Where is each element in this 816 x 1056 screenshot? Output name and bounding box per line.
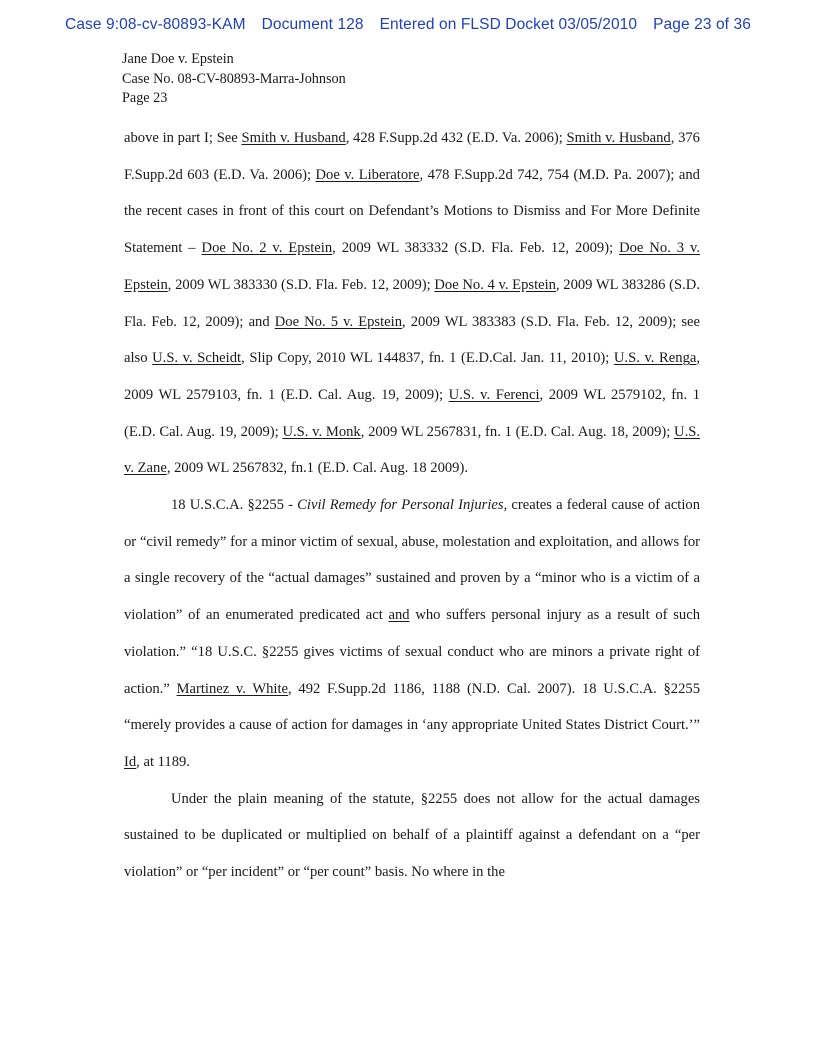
case-citation: U.S. v. Zane xyxy=(124,423,700,477)
case-citation: Smith v. Husband xyxy=(241,130,346,146)
case-citation: Doe v. Liberatore xyxy=(315,166,420,183)
document-body xyxy=(124,120,700,891)
case-citation: U.S. v. Monk xyxy=(282,423,361,440)
caption-case-number: Case No. 08-CV-80893-Marra-Johnson xyxy=(122,70,346,87)
stamp-document-number: Document 128 xyxy=(261,16,364,33)
caption-title: Jane Doe v. Epstein xyxy=(122,51,234,67)
case-citation: U.S. v. Renga xyxy=(613,350,697,367)
case-citation: Martinez v. White xyxy=(176,680,289,697)
case-citation: Id xyxy=(124,753,137,770)
stamp-page-number: Page 23 of 36 xyxy=(653,16,751,33)
caption-page: Page 23 xyxy=(122,90,168,106)
case-citation: Doe No. 5 v. Epstein xyxy=(274,313,402,330)
case-citation: Doe No. 4 v. Epstein xyxy=(434,276,556,293)
case-citation: Smith v. Husband xyxy=(566,130,671,146)
case-caption xyxy=(122,50,346,109)
case-citation: U.S. v. Ferenci xyxy=(448,386,540,403)
stamp-case-number: Case 9:08-cv-80893-KAM xyxy=(65,16,246,33)
paragraph-statute: 18 U.S.C.A. §2255 - Civil Remedy for Personal Injuries, creates a federal cause of action or “civil remedy” for a minor victim of sexual, abuse, molestation and exploitation, and allows for a single recovery of the “actual damages” sustained and proven by a “minor who is a victim of a violation” of an enumerated predicated act and who suffers personal injury as a result of such violation.” “18 U.S.C. §2255 gives victims of sexual conduct who are minors a private right of action.” Martinez v. White, 492 F.Supp.2d 1186, 1188 (N.D. Cal. 2007). 18 U.S.C.A. §2255 “merely provides a cause of action for damages in ‘any appropriate United States District Court.’” Id, at 1189. xyxy=(124,497,700,770)
case-citation: Doe No. 2 v. Epstein xyxy=(201,240,333,257)
paragraph-plain-meaning: Under the plain meaning of the statute, §2255 does not allow for the actual damages sustained to be duplicated or multiplied on behalf of a plaintiff against a defendant on a “per violation” or “per incident” or “per count” basis. No where in the xyxy=(124,790,700,881)
statute-title: Civil Remedy for Personal Injuries xyxy=(297,497,504,514)
case-citation: U.S. v. Scheidt xyxy=(152,350,242,367)
case-citation: Doe No. 3 v. Epstein xyxy=(124,240,700,293)
docket-stamp xyxy=(0,16,816,34)
paragraph-citations: above in part I; See Smith v. Husband, 428 F.Supp.2d 432 (E.D. Va. 2006); Smith v. Husband, 376 F.Supp.2d 603 (E.D. Va. 2006); Doe v. Liberatore, 478 F.Supp.2d 742, 754 (M.D. Pa. 2007); and the recent cases in front of this court on Defendant’s Motions to Dismiss and For More Definite Statement – Doe No. 2 v. Epstein, 2009 WL 383332 (S.D. Fla. Feb. 12, 2009); Doe No. 3 v. Epstein, 2009 WL 383330 (S.D. Fla. Feb. 12, 2009); Doe No. 4 v. Epstein, 2009 WL 383286 (S.D. Fla. Feb. 12, 2009); and Doe No. 5 v. Epstein, 2009 WL 383383 (S.D. Fla. Feb. 12, 2009); see also U.S. v. Scheidt, Slip Copy, 2010 WL 144837, fn. 1 (E.D.Cal. Jan. 11, 2010); U.S. v. Renga, 2009 WL 2579103, fn. 1 (E.D. Cal. Aug. 19, 2009); U.S. v. Ferenci, 2009 WL 2579102, fn. 1 (E.D. Cal. Aug. 19, 2009); U.S. v. Monk, 2009 WL 2567831, fn. 1 (E.D. Cal. Aug. 18, 2009); U.S. v. Zane, 2009 WL 2567832, fn.1 (E.D. Cal. Aug. 18 2009). xyxy=(124,130,700,477)
emphasis-and: and xyxy=(388,607,410,624)
stamp-entered-date: Entered on FLSD Docket 03/05/2010 xyxy=(379,16,638,33)
